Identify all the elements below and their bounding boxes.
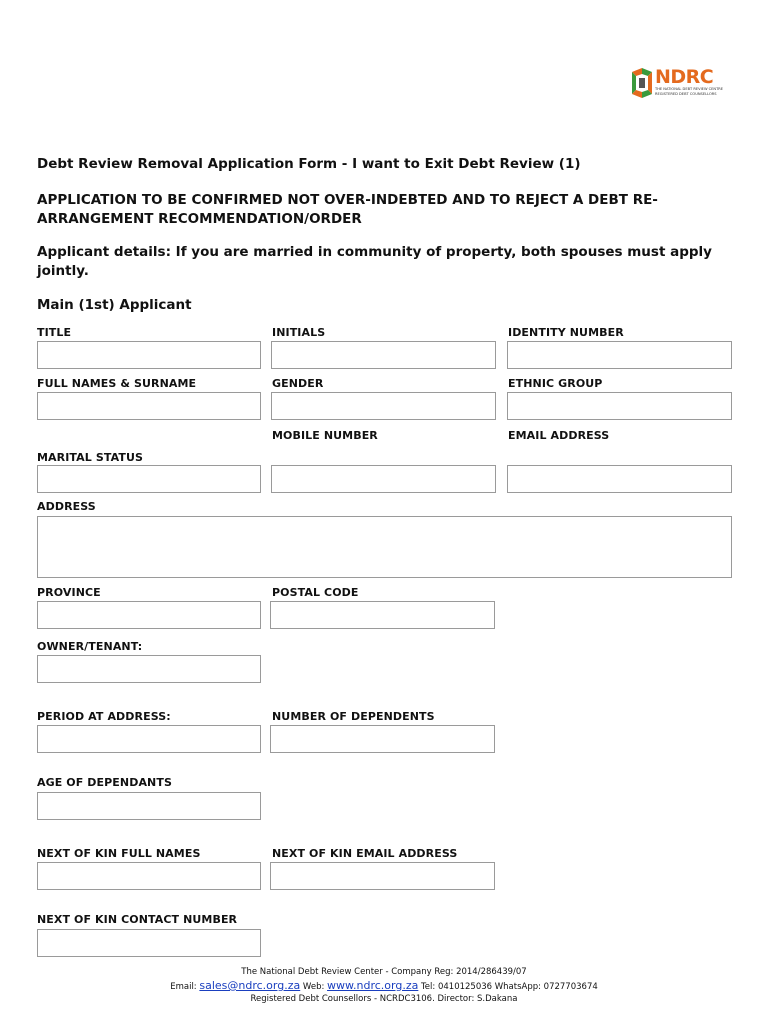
ethnic-group-field[interactable] bbox=[507, 392, 732, 420]
marital-status-label: MARITAL STATUS bbox=[37, 451, 144, 464]
form-subtitle: APPLICATION TO BE CONFIRMED NOT OVER-INDEBTED AND TO REJECT A DEBT RE-ARRANGEMENT RECOMMENDATION/ORDER bbox=[37, 192, 658, 227]
footer-registration: Registered Debt Counsellors - NCRDC3106. Director: S.Dakana bbox=[250, 994, 518, 1004]
logo-subtitle bbox=[655, 87, 735, 96]
gender-label: GENDER bbox=[272, 377, 324, 390]
footer-tel: Tel: 0410125036 WhatsApp: 0727703674 bbox=[418, 982, 598, 992]
mobile-number-label: MOBILE NUMBER bbox=[272, 429, 378, 442]
identity-number-label: IDENTITY NUMBER bbox=[508, 326, 624, 339]
province-field[interactable] bbox=[37, 601, 261, 629]
address-label: ADDRESS bbox=[37, 500, 96, 513]
logo-subtitle-line1: THE NATIONAL DEBT REVIEW CENTRE bbox=[655, 87, 724, 91]
owner-tenant-field[interactable] bbox=[37, 655, 261, 683]
next-of-kin-contact-label: NEXT OF KIN CONTACT NUMBER bbox=[37, 913, 238, 926]
identity-number-field[interactable] bbox=[507, 341, 732, 369]
email-address-label: EMAIL ADDRESS bbox=[508, 429, 610, 442]
province-label: PROVINCE bbox=[37, 586, 101, 599]
initials-label: INITIALS bbox=[272, 326, 326, 339]
period-at-address-field[interactable] bbox=[37, 725, 261, 753]
email-address-field[interactable] bbox=[507, 465, 732, 493]
footer-email-label: Email: bbox=[170, 982, 200, 992]
applicant-note: Applicant details: If you are married in community of property, both spouses must apply jointly. bbox=[37, 244, 712, 279]
ndrc-logo-icon bbox=[630, 68, 654, 98]
ethnic-group-label: ETHNIC GROUP bbox=[508, 377, 603, 390]
footer-contact bbox=[0, 979, 768, 992]
next-of-kin-full-names-label: NEXT OF KIN FULL NAMES bbox=[37, 847, 201, 860]
logo-subtitle-line2: REGISTERED DEBT COUNSELLORS bbox=[655, 91, 717, 96]
footer-company: The National Debt Review Center - Company Reg: 2014/286439/07 bbox=[241, 967, 527, 977]
footer-web-link[interactable]: www.ndrc.org.za bbox=[327, 979, 419, 992]
age-of-dependants-field[interactable] bbox=[37, 792, 261, 820]
next-of-kin-email-label: NEXT OF KIN EMAIL ADDRESS bbox=[272, 847, 458, 860]
period-at-address-label: PERIOD AT ADDRESS: bbox=[37, 710, 171, 723]
next-of-kin-full-names-field[interactable] bbox=[37, 862, 261, 890]
postal-code-field[interactable] bbox=[270, 601, 495, 629]
footer-web-label: Web: bbox=[300, 982, 328, 992]
owner-tenant-label: OWNER/TENANT: bbox=[37, 640, 143, 653]
postal-code-label: POSTAL CODE bbox=[272, 586, 359, 599]
marital-status-field[interactable] bbox=[37, 465, 261, 493]
number-of-dependents-label: NUMBER OF DEPENDENTS bbox=[272, 710, 435, 723]
title-field[interactable] bbox=[37, 341, 261, 369]
section-heading: Main (1st) Applicant bbox=[37, 297, 192, 313]
next-of-kin-email-field[interactable] bbox=[270, 862, 495, 890]
address-field[interactable] bbox=[37, 516, 732, 578]
full-names-label: FULL NAMES & SURNAME bbox=[37, 377, 197, 390]
full-names-field[interactable] bbox=[37, 392, 261, 420]
form-title: Debt Review Removal Application Form - I want to Exit Debt Review (1) bbox=[37, 156, 581, 172]
age-of-dependants-label: AGE OF DEPENDANTS bbox=[37, 776, 172, 789]
logo-text: NDRC bbox=[655, 66, 714, 88]
next-of-kin-contact-field[interactable] bbox=[37, 929, 261, 957]
footer-email-link[interactable]: sales@ndrc.org.za bbox=[199, 979, 301, 992]
gender-field[interactable] bbox=[271, 392, 496, 420]
mobile-number-field[interactable] bbox=[271, 465, 496, 493]
ndrc-logo bbox=[630, 66, 730, 100]
initials-field[interactable] bbox=[271, 341, 496, 369]
number-of-dependents-field[interactable] bbox=[270, 725, 495, 753]
title-label: TITLE bbox=[37, 326, 72, 339]
